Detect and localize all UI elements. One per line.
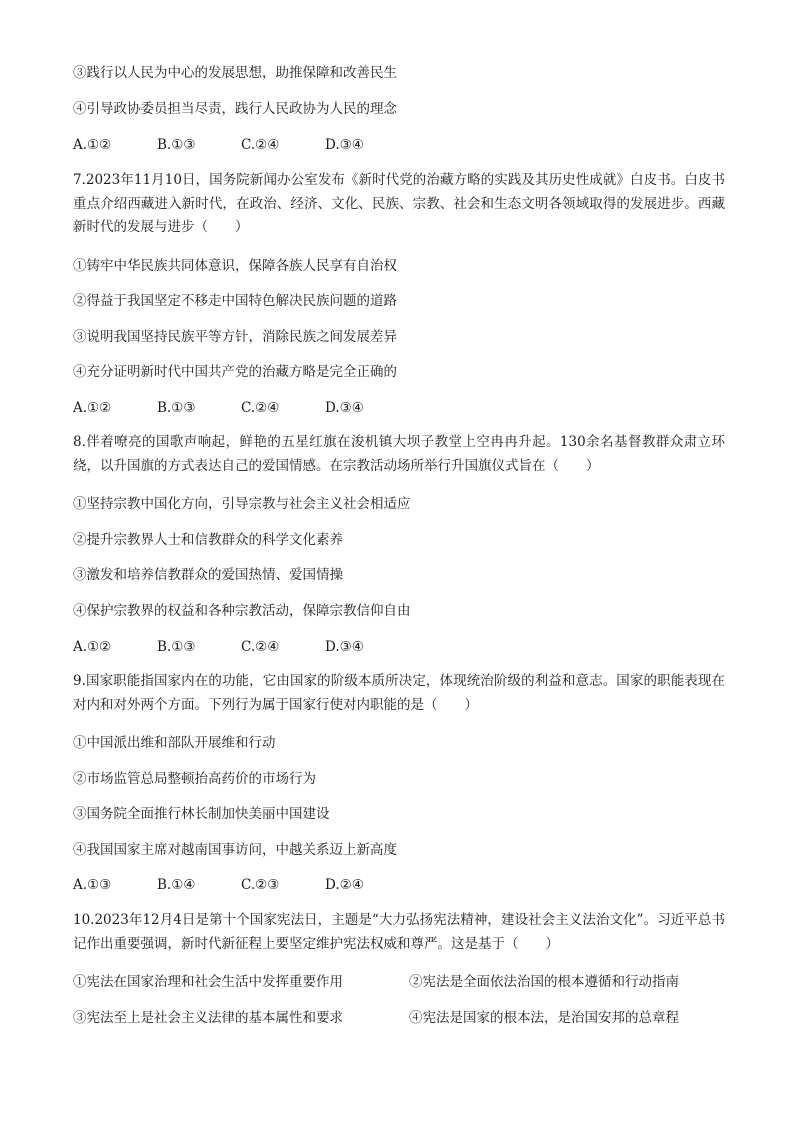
q10-stem: 10.2023年12月4日是第十个国家宪法日，主题是“大力弘扬宪法精神，建设社会主义法治文化”。习近平总书记作出重要强调，新时代新征程上要坚定维护宪法权威和尊严。这是基于（ ）	[73, 912, 725, 952]
q6-choice-a[interactable]: A.①②	[73, 137, 112, 153]
q9-choices	[73, 874, 409, 896]
q6-choice-c[interactable]: C.②④	[241, 137, 280, 153]
q7-stem: 7.2023年11月10日，国务院新闻办公室发布《新时代党的治藏方略的实践及其历史性成就》白皮书。白皮书重点介绍西藏进入新时代，在政治、经济、文化、民族、宗教、社会和生态文明各领域取得的发展进步。西藏新时代的发展与进步（ ）	[73, 172, 725, 235]
q7-choice-d[interactable]: D.③④	[325, 400, 364, 416]
q8-stem: 8.伴着嘹亮的国歌声响起，鲜艳的五星红旗在浚机镇大坝子教堂上空冉冉升起。130余名基督教群众肃立环绕，以升国旗的方式表达自己的爱国情感。在宗教活动场所举行升国旗仪式旨在（ ）	[73, 434, 725, 474]
q8-choices	[73, 636, 409, 658]
q9-choice-a[interactable]: A.①③	[73, 877, 112, 893]
q9-option-3: ③国务院全面推行林长制加快美丽中国建设	[73, 806, 330, 822]
q6-choice-d[interactable]: D.③④	[325, 137, 364, 153]
q6-option-4: ④引导政协委员担当尽责，践行人民政协为人民的理念	[73, 101, 397, 117]
q9-choice-b[interactable]: B.①④	[157, 877, 196, 893]
q8-option-3: ③激发和培养信教群众的爱国热情、爱国情操	[73, 567, 343, 583]
q9-choice-c[interactable]: C.②③	[241, 877, 280, 893]
q8-choice-c[interactable]: C.②④	[241, 639, 280, 655]
q8-option-2: ②提升宗教界人士和信教群众的科学文化素养	[73, 532, 343, 548]
q7-option-4: ④充分证明新时代中国共产党的治藏方略是完全正确的	[73, 364, 397, 380]
q7-option-1: ①铸牢中华民族共同体意识，保障各族人民享有自治权	[73, 258, 397, 274]
q6-choice-b[interactable]: B.①③	[157, 137, 196, 153]
q9-stem: 9.国家职能指国家内在的功能，它由国家的阶级本质所决定，体现统治阶级的利益和意志。国家的职能表现在对内和对外两个方面。下列行为属于国家行使对内职能的是（ ）	[73, 673, 725, 713]
q9-option-1: ①中国派出维和部队开展维和行动	[73, 735, 276, 751]
q8-choice-d[interactable]: D.③④	[325, 639, 364, 655]
q10-options-row-2	[73, 1007, 679, 1029]
q10-options-row-1	[73, 971, 679, 993]
q9-choice-d[interactable]: D.②④	[325, 877, 364, 893]
q6-option-3: ③践行以人民为中心的发展思想，助推保障和改善民生	[73, 65, 397, 81]
q6-choices	[73, 134, 409, 156]
q10-option-2: ②宪法是全面依法治国的根本遵循和行动指南	[409, 974, 679, 990]
q9-option-2: ②市场监管总局整顿抬高药价的市场行为	[73, 771, 316, 787]
q8-option-4: ④保护宗教界的权益和各种宗教活动，保障宗教信仰自由	[73, 603, 411, 619]
q7-option-3: ③说明我国坚持民族平等方针，消除民族之间发展差异	[73, 329, 397, 345]
q8-option-1: ①坚持宗教中国化方向，引导宗教与社会主义社会相适应	[73, 496, 411, 512]
q10-option-3: ③宪法至上是社会主义法律的基本属性和要求	[73, 1010, 343, 1026]
q7-choices	[73, 397, 409, 419]
q7-choice-c[interactable]: C.②④	[241, 400, 280, 416]
q7-choice-b[interactable]: B.①③	[157, 400, 196, 416]
q10-option-4: ④宪法是国家的根本法，是治国安邦的总章程	[409, 1010, 679, 1026]
q7-option-2: ②得益于我国坚定不移走中国特色解决民族问题的道路	[73, 293, 397, 309]
q8-choice-b[interactable]: B.①③	[157, 639, 196, 655]
q7-choice-a[interactable]: A.①②	[73, 400, 112, 416]
q10-option-1: ①宪法在国家治理和社会生活中发挥重要作用	[73, 974, 343, 990]
q8-choice-a[interactable]: A.①②	[73, 639, 112, 655]
q9-option-4: ④我国国家主席对越南国事访问，中越关系迈上新高度	[73, 842, 397, 858]
